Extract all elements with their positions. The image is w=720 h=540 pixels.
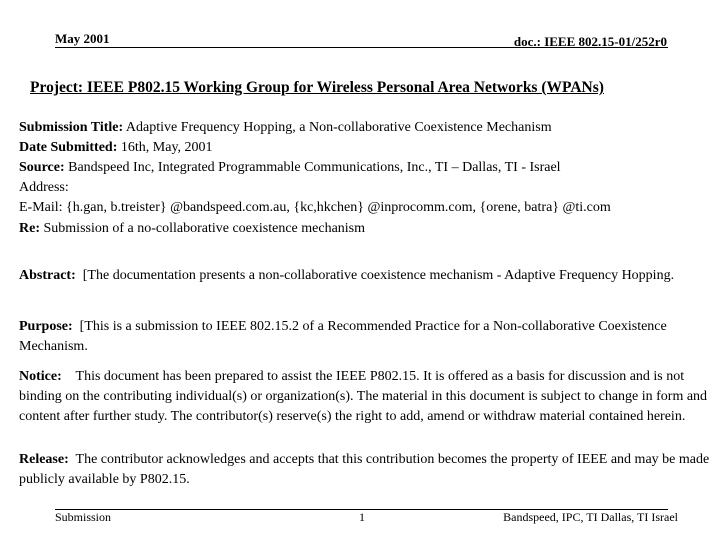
project-title: Project: IEEE P802.15 Working Group for Wireless Personal Area Networks (WPANs) (30, 79, 604, 96)
source-line (19, 158, 715, 178)
date-submitted-value: 16th, May, 2001 (120, 140, 213, 155)
release-block (19, 450, 715, 490)
header-date: May 2001 (55, 31, 110, 46)
submission-title-label: Submission Title: (19, 120, 124, 135)
date-submitted-label: Date Submitted: (19, 140, 118, 155)
source-value: Bandspeed Inc, Integrated Programmable Communications, Inc., TI – Dallas, TI - Israel (68, 160, 561, 175)
submission-block (19, 118, 715, 218)
purpose-text: [This is a submission to IEEE 802.15.2 of a Recommended Practice for a Non-collaborative Coexistence Mechanism. (19, 319, 667, 354)
footer-page-number: 1 (359, 510, 365, 524)
email-line (19, 198, 715, 218)
notice-text: This document has been prepared to assist the IEEE P802.15. It is offered as a basis for discussion and is not binding on the contributing individual(s) or organization(s). The material in this document is subject to change in form and content after further study. The contributor(s) reserve(s) the right to add, amend or withdraw material contained herein. (19, 369, 708, 424)
abstract-text: [The documentation presents a non-collaborative coexistence mechanism - Adaptive Frequency Hopping. (82, 268, 675, 283)
footer-authors: Bandspeed, IPC, TI Dallas, TI Israel (503, 510, 678, 524)
header-divider (55, 47, 668, 48)
notice-block (19, 367, 715, 427)
footer-submission: Submission (55, 510, 112, 524)
header-doc-id: doc.: IEEE 802.15-01/252r0 (513, 34, 667, 49)
re-value: Submission of a no-collaborative coexistence mechanism (43, 221, 366, 236)
re-block (19, 219, 715, 239)
release-label: Release: (19, 452, 69, 467)
email-label: E-Mail: (19, 200, 63, 215)
re-label: Re: (19, 221, 40, 236)
email-value: {h.gan, b.treister} @bandspeed.com.au, {kc,hkchen} @inprocomm.com, {orene, batra} @ti.com (66, 200, 611, 215)
date-submitted-line (19, 138, 715, 158)
source-label: Source: (19, 160, 65, 175)
submission-title-line (19, 118, 715, 138)
abstract-block (19, 266, 715, 286)
purpose-label: Purpose: (19, 319, 73, 334)
release-text: The contributor acknowledges and accepts that this contribution becomes the property of IEEE and may be made publicly available by P802.15. (19, 452, 710, 487)
purpose-block (19, 317, 715, 357)
notice-label: Notice: (19, 369, 62, 384)
address-line: Address: (19, 180, 69, 195)
abstract-label: Abstract: (19, 268, 76, 283)
submission-title-value: Adaptive Frequency Hopping, a Non-collaborative Coexistence Mechanism (125, 120, 552, 135)
